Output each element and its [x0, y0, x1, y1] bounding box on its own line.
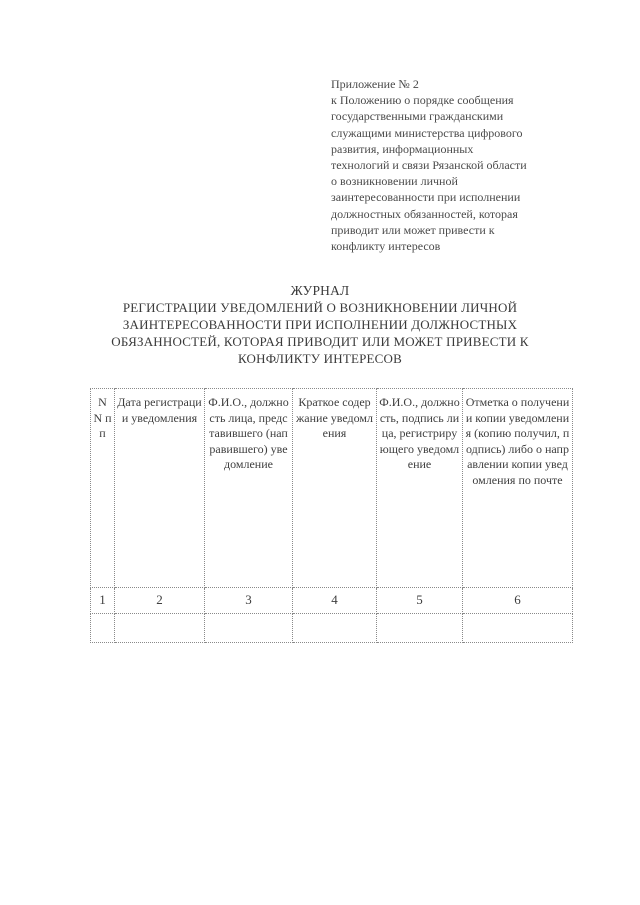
- appendix-line: технологий и связи Рязанской области: [331, 158, 527, 173]
- column-number: 1: [91, 588, 115, 614]
- title-main: ЖУРНАЛ: [290, 283, 350, 298]
- table-number-row: [91, 588, 573, 614]
- appendix-line: государственными гражданскими: [331, 109, 504, 124]
- title-line: ЗАИНТЕРЕСОВАННОСТИ ПРИ ИСПОЛНЕНИИ ДОЛЖНОСТНЫХ: [122, 317, 518, 332]
- appendix-line: Приложение № 2: [331, 77, 419, 91]
- title-line: РЕГИСТРАЦИИ УВЕДОМЛЕНИЙ О ВОЗНИКНОВЕНИИ ЛИЧНОЙ: [122, 300, 518, 315]
- header-cell-number: N N пп: [91, 389, 115, 588]
- title-line: КОНФЛИКТУ ИНТЕРЕСОВ: [237, 351, 403, 366]
- table-cell: [115, 614, 205, 643]
- table-cell: [293, 614, 377, 643]
- column-number: 2: [115, 588, 205, 614]
- header-cell-date: Дата регистрации уведомления: [115, 389, 205, 588]
- header-cell-registrar: Ф.И.О., должность, подпись лица, регистрирующего уведомление: [377, 389, 463, 588]
- title-line: ОБЯЗАННОСТЕЙ, КОТОРАЯ ПРИВОДИТ ИЛИ МОЖЕТ ПРИВЕСТИ К: [111, 334, 529, 349]
- appendix-line: служащими министерства цифрового: [331, 125, 523, 140]
- table-cell: [463, 614, 573, 643]
- appendix-note: [331, 76, 581, 254]
- appendix-line: конфликту интересов: [331, 239, 441, 254]
- column-number: 4: [293, 588, 377, 614]
- appendix-line: о возникновении личной: [331, 174, 458, 189]
- table-header-row: [91, 389, 573, 588]
- header-cell-copy-mark: Отметка о получении копии уведомления (копию получил, подпись) либо о направлении копии уведомления по почте: [463, 389, 573, 588]
- journal-title: [0, 282, 640, 367]
- appendix-line: заинтересованности при исполнении: [331, 190, 521, 205]
- appendix-line: к Положению о порядке сообщения: [331, 93, 514, 108]
- table-cell: [377, 614, 463, 643]
- appendix-line: должностных обязанностей, которая: [331, 206, 518, 221]
- table-cell: [91, 614, 115, 643]
- header-cell-submitter: Ф.И.О., должность лица, представившего (направившего) уведомление: [205, 389, 293, 588]
- table-row: [91, 614, 573, 643]
- journal-table: [90, 388, 573, 643]
- appendix-line: приводит или может привести к: [331, 222, 495, 237]
- column-number: 3: [205, 588, 293, 614]
- appendix-line: развития, информационных: [331, 141, 474, 156]
- column-number: 6: [463, 588, 573, 614]
- column-number: 5: [377, 588, 463, 614]
- table-cell: [205, 614, 293, 643]
- header-cell-summary: Краткое содержание уведомления: [293, 389, 377, 588]
